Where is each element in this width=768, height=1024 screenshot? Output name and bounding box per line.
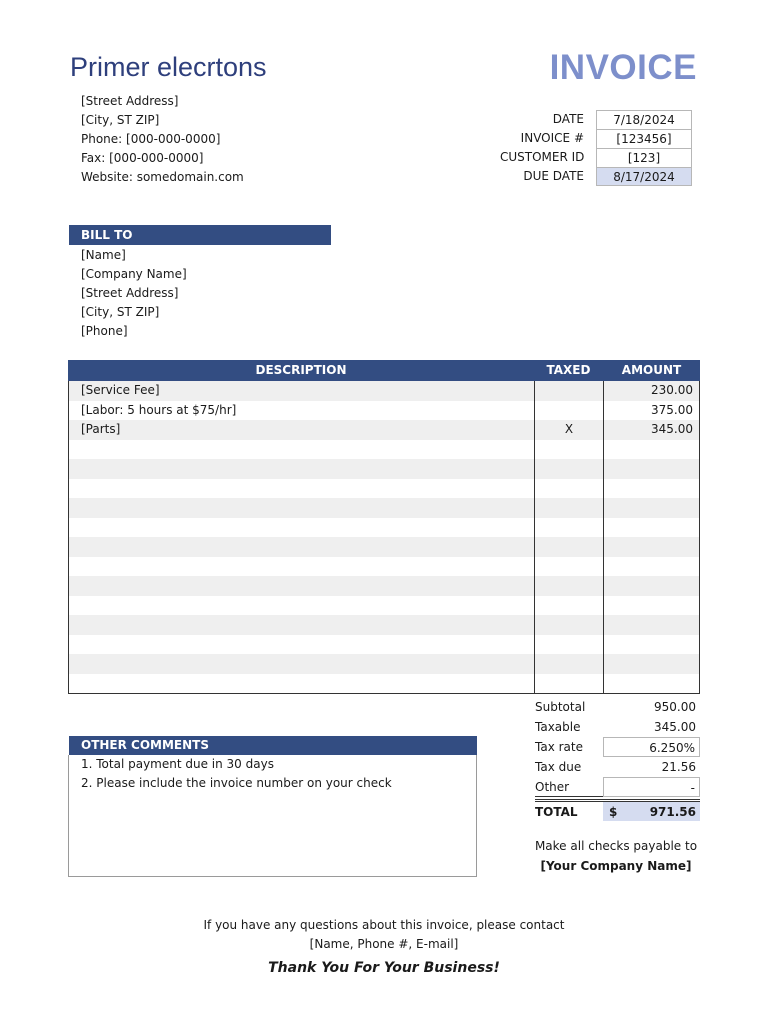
company-name: Primer elecrtons (70, 52, 267, 82)
table-row (69, 479, 699, 499)
meta-label: DATE (552, 112, 584, 126)
description-column-header: DESCRIPTION (255, 363, 347, 377)
table-row (69, 576, 699, 596)
amount-cell[interactable] (603, 576, 699, 596)
description-cell[interactable] (69, 498, 534, 518)
total-label: TOTAL (535, 805, 578, 819)
tax-rate-field[interactable]: 6.250% (603, 737, 700, 757)
amount-cell[interactable] (603, 479, 699, 499)
taxed-cell[interactable] (534, 654, 603, 674)
taxed-cell[interactable] (534, 674, 603, 694)
subtotal-value: 950.00 (654, 700, 696, 714)
taxed-cell[interactable] (534, 635, 603, 655)
total-row (535, 799, 700, 821)
taxed-cell[interactable] (534, 615, 603, 635)
total-amount: 971.56 (649, 805, 696, 819)
invoice-meta-table (500, 110, 692, 186)
amount-cell[interactable] (603, 596, 699, 616)
taxed-cell[interactable] (534, 440, 603, 460)
bill-to-block (81, 246, 187, 341)
description-cell[interactable] (69, 615, 534, 635)
payee-company-name: [Your Company Name] (540, 859, 692, 873)
amount-cell[interactable]: 230.00 (603, 381, 699, 401)
taxed-cell[interactable]: X (534, 420, 603, 440)
tax-due-label: Tax due (535, 760, 582, 774)
description-cell[interactable] (69, 537, 534, 557)
taxed-cell[interactable] (534, 518, 603, 538)
thank-you-message: Thank You For Your Business! (268, 960, 500, 976)
bill-to-line[interactable]: [Phone] (81, 324, 128, 338)
date-field[interactable]: 7/18/2024 (596, 110, 692, 129)
amount-cell[interactable] (603, 440, 699, 460)
meta-label: CUSTOMER ID (500, 150, 585, 164)
description-cell[interactable]: [Labor: 5 hours at $75/hr] (81, 402, 237, 417)
meta-row-invoice-number (500, 129, 692, 148)
taxed-cell[interactable] (534, 381, 603, 401)
tax-due-value: 21.56 (661, 760, 696, 774)
amount-cell[interactable] (603, 518, 699, 538)
sender-city: [City, ST ZIP] (81, 113, 160, 127)
amount-cell[interactable] (603, 498, 699, 518)
table-row (69, 654, 699, 674)
total-value (603, 802, 700, 821)
bill-to-line[interactable]: [Street Address] (81, 286, 179, 300)
meta-label: DUE DATE (523, 169, 584, 183)
description-cell[interactable]: [Service Fee] (81, 383, 160, 397)
taxable-label: Taxable (535, 720, 581, 734)
bill-to-line[interactable]: [Company Name] (81, 267, 187, 281)
taxed-cell[interactable] (534, 459, 603, 479)
amount-cell[interactable] (603, 459, 699, 479)
taxed-cell[interactable] (534, 401, 603, 421)
other-field[interactable]: - (603, 777, 700, 797)
amount-cell[interactable] (603, 615, 699, 635)
other-row (535, 777, 700, 797)
table-row (69, 381, 699, 401)
description-cell[interactable] (69, 674, 534, 694)
table-row (69, 420, 699, 440)
table-row (69, 518, 699, 538)
sender-address (81, 92, 244, 187)
bill-to-line[interactable]: [Name] (81, 248, 126, 262)
invoice-number-field[interactable]: [123456] (596, 129, 692, 148)
checks-payable-text: Make all checks payable to (534, 839, 698, 853)
comment-line: 2. Please include the invoice number on your check (81, 776, 392, 790)
description-cell[interactable] (69, 440, 534, 460)
other-comments-box[interactable] (68, 755, 477, 877)
taxed-cell[interactable] (534, 537, 603, 557)
meta-label: INVOICE # (520, 131, 584, 145)
description-cell[interactable] (69, 459, 534, 479)
line-items-body (68, 381, 700, 694)
amount-cell[interactable]: 375.00 (603, 401, 699, 421)
taxed-column-header: TAXED (546, 363, 591, 377)
amount-cell[interactable]: 345.00 (603, 420, 699, 440)
table-row (69, 498, 699, 518)
table-row (69, 557, 699, 577)
description-cell[interactable] (69, 576, 534, 596)
taxed-cell[interactable] (534, 479, 603, 499)
comment-line: 1. Total payment due in 30 days (81, 757, 274, 771)
description-cell[interactable]: [Parts] (81, 422, 121, 436)
taxed-cell[interactable] (534, 576, 603, 596)
meta-row-customer-id (500, 148, 692, 167)
subtotal-label: Subtotal (535, 700, 586, 714)
tax-rate-label: Tax rate (535, 740, 583, 754)
table-row (69, 537, 699, 557)
table-row (69, 615, 699, 635)
meta-row-date (500, 110, 692, 129)
description-cell[interactable] (69, 596, 534, 616)
customer-id-field[interactable]: [123] (596, 148, 692, 167)
amount-cell[interactable] (603, 537, 699, 557)
contact-note: If you have any questions about this invoice, please contact (203, 918, 565, 932)
checks-payable-note (505, 836, 727, 876)
table-row (69, 440, 699, 460)
footer (0, 916, 768, 979)
table-row (69, 596, 699, 616)
other-comments-header: OTHER COMMENTS (69, 736, 477, 755)
tax-rate-row (535, 737, 700, 757)
description-cell[interactable] (69, 557, 534, 577)
due-date-field[interactable]: 8/17/2024 (596, 167, 692, 186)
sender-street: [Street Address] (81, 94, 179, 108)
amount-cell[interactable] (603, 557, 699, 577)
sender-website: Website: somedomain.com (81, 170, 244, 184)
amount-cell[interactable] (603, 654, 699, 674)
totals-block (535, 697, 700, 821)
tax-due-row (535, 757, 700, 777)
taxed-cell[interactable] (534, 557, 603, 577)
taxed-cell[interactable] (534, 596, 603, 616)
description-cell[interactable] (69, 479, 534, 499)
table-row (69, 459, 699, 479)
line-items-header (68, 360, 700, 381)
other-label: Other (535, 777, 603, 797)
line-items-table (68, 360, 700, 694)
description-cell[interactable] (69, 518, 534, 538)
bill-to-header: BILL TO (69, 225, 331, 245)
sender-fax: Fax: [000-000-0000] (81, 151, 204, 165)
amount-cell[interactable] (603, 674, 699, 694)
currency-symbol: $ (609, 805, 618, 819)
description-cell[interactable] (69, 654, 534, 674)
amount-column-header: AMOUNT (621, 363, 682, 377)
subtotal-row (535, 697, 700, 717)
taxable-row (535, 717, 700, 737)
sender-phone: Phone: [000-000-0000] (81, 132, 221, 146)
taxed-cell[interactable] (534, 498, 603, 518)
meta-row-due-date (500, 167, 692, 186)
table-row (69, 401, 699, 421)
table-row (69, 674, 699, 694)
contact-info: [Name, Phone #, E-mail] (309, 937, 459, 951)
invoice-title: INVOICE (549, 48, 697, 87)
taxable-value: 345.00 (654, 720, 696, 734)
table-row (69, 635, 699, 655)
description-cell[interactable] (69, 635, 534, 655)
bill-to-line[interactable]: [City, ST ZIP] (81, 305, 160, 319)
amount-cell[interactable] (603, 635, 699, 655)
